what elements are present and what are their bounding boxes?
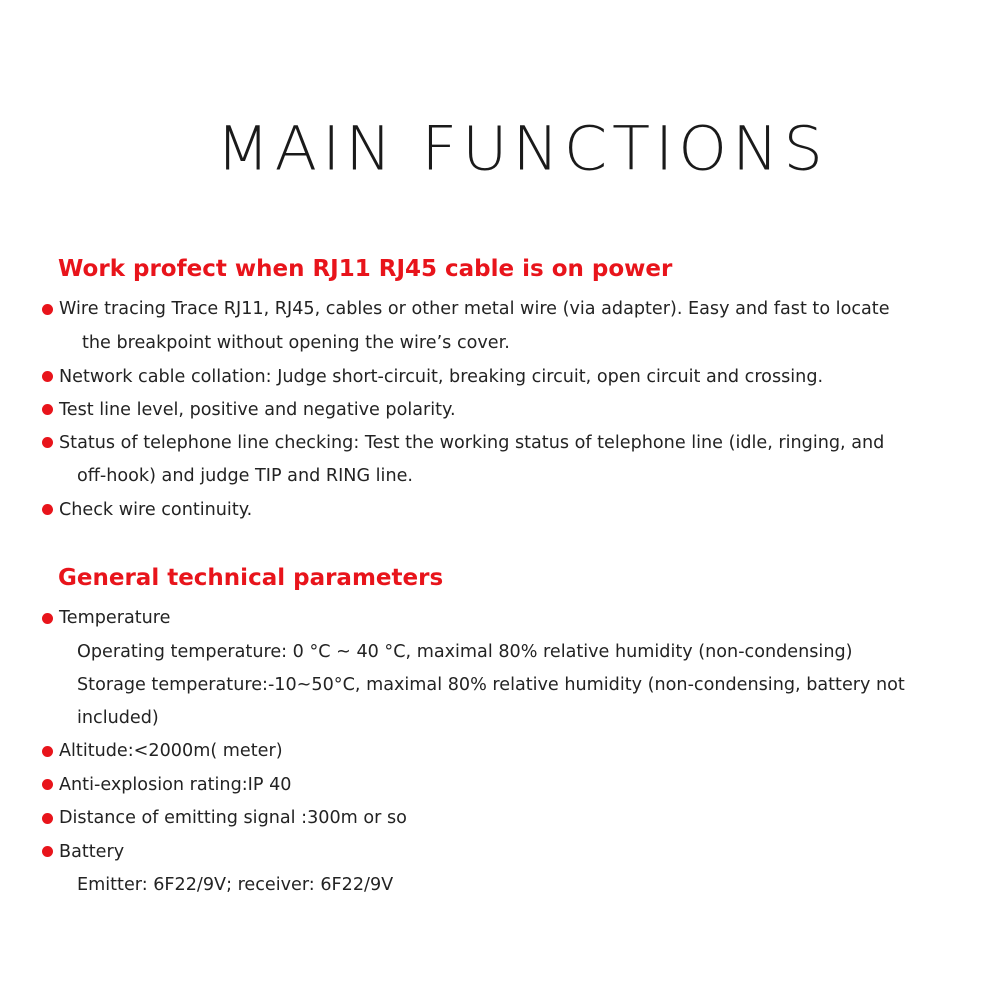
- param-storage-temperature: Storage temperature:-10~50°C, maximal 80% relative humidity (non-condensing, battery not: [77, 675, 905, 695]
- list-item-telephone-status-cont: off-hook) and judge TIP and RING line.: [77, 466, 414, 486]
- list-item-wire-tracing: Wire tracing Trace RJ11, RJ45, cables or other metal wire (via adapter). Easy and fast to locate: [59, 299, 890, 319]
- bullet-icon: [42, 304, 53, 315]
- bullet-icon: [42, 813, 53, 824]
- bullet-icon: [42, 746, 53, 757]
- section-heading-main-functions: Work profect when RJ11 RJ45 cable is on power: [58, 256, 673, 282]
- bullet-icon: [42, 613, 53, 624]
- param-signal-distance: Distance of emitting signal :300m or so: [59, 808, 407, 828]
- bullet-icon: [42, 371, 53, 382]
- list-item-network-collation: Network cable collation: Judge short-circuit, breaking circuit, open circuit and crossing.: [59, 367, 824, 387]
- param-battery-spec: Emitter: 6F22/9V; receiver: 6F22/9V: [77, 875, 394, 895]
- list-item-line-level: Test line level, positive and negative polarity.: [59, 400, 456, 420]
- param-battery: Battery: [59, 842, 125, 862]
- param-operating-temperature: Operating temperature: 0 °C ~ 40 °C, maximal 80% relative humidity (non-condensing): [77, 642, 853, 662]
- param-altitude: Altitude:<2000m( meter): [59, 741, 283, 761]
- bullet-icon: [42, 404, 53, 415]
- param-anti-explosion: Anti-explosion rating:IP 40: [59, 775, 292, 795]
- param-storage-temperature-cont: included): [77, 708, 159, 728]
- bullet-icon: [42, 437, 53, 448]
- section-heading-technical-parameters: General technical parameters: [58, 565, 444, 591]
- bullet-icon: [42, 504, 53, 515]
- list-item-continuity: Check wire continuity.: [59, 500, 253, 520]
- page-title: MAIN FUNCTIONS: [216, 112, 828, 185]
- bullet-icon: [42, 846, 53, 857]
- list-item-wire-tracing-cont: the breakpoint without opening the wire’s cover.: [82, 333, 510, 353]
- bullet-icon: [42, 779, 53, 790]
- param-temperature: Temperature: [59, 608, 171, 628]
- list-item-telephone-status: Status of telephone line checking: Test the working status of telephone line (idle, ringing, and: [59, 433, 885, 453]
